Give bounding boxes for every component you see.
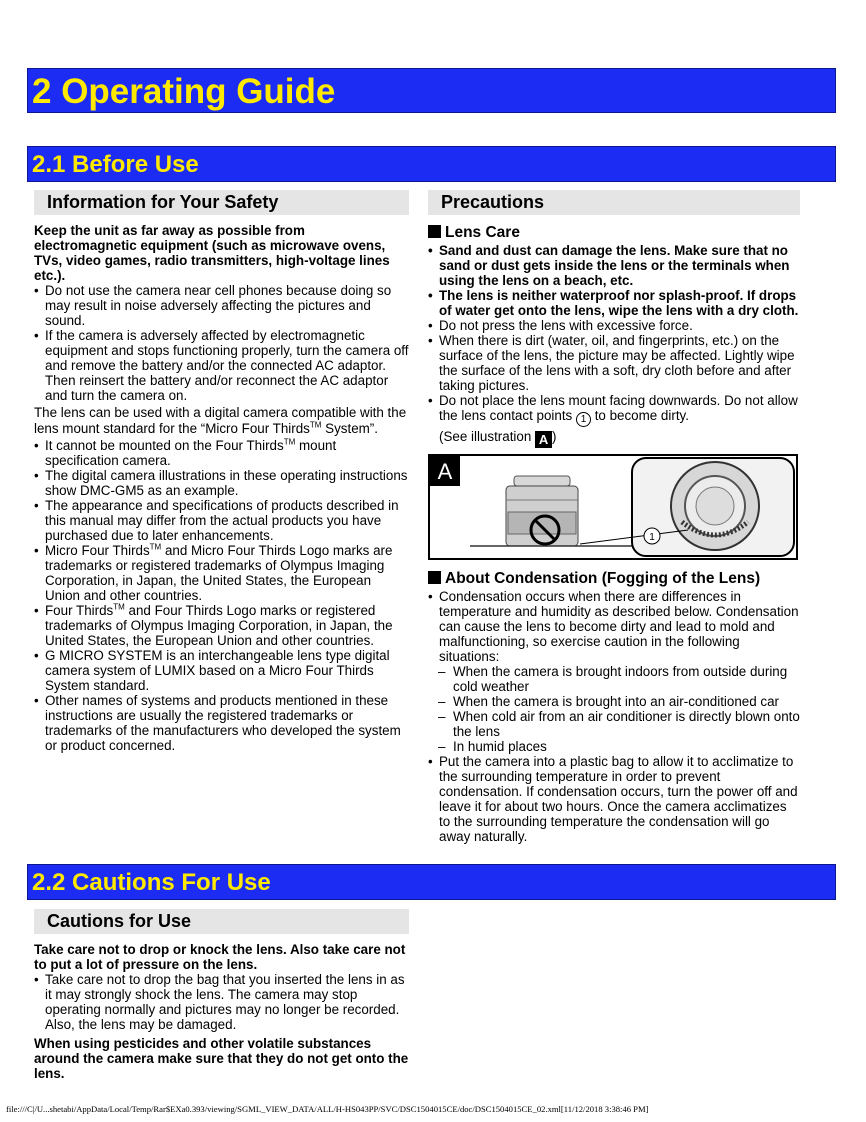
see-illustration — [428, 429, 800, 448]
list-item: • When there is dirt (water, oil, and fingerprints, etc.) on the surface of the lens, the picture may be affected. Lightly wipe the surface of the lens with a soft, dry cloth before and after taking pictures. — [428, 333, 800, 393]
list-item: • Do not press the lens with excessive force. — [428, 318, 800, 333]
drop-list — [34, 972, 409, 1032]
list-item-text: Four Thirds — [45, 603, 114, 618]
illustration-label: A — [437, 459, 453, 484]
lens-compat-note — [34, 405, 409, 437]
cautions-column — [34, 909, 409, 1081]
list-item: • Put the camera into a plastic bag to allow it to acclimatize to the surrounding temperature in order to prevent condensation. If condensation occurs, turn the power off and leave it for about two hours. Once the camera acclimatizes to the surrounding temperature the condensation will go away naturally. — [428, 754, 800, 844]
list-item: • Sand and dust can damage the lens. Make sure that no sand or dust gets inside the lens or the terminals when using the lens on a beach, etc. — [428, 243, 800, 288]
list-item-text: and Four Thirds Logo marks or registered trademarks of Olympus Imaging Corporation, in Japan, the United States, the European Union and other countries. — [45, 603, 393, 648]
square-bullet-icon — [428, 571, 441, 584]
compat-list — [34, 438, 409, 753]
cautions-heading: Cautions for Use — [34, 909, 409, 934]
list-item: • If the camera is adversely affected by electromagnetic equipment and stops functioning properly, turn the camera off and remove the battery and/or the connected AC adaptor. Then reinsert the battery and/or reconnect the AC adaptor and turn the camera on. — [34, 328, 409, 403]
list-item-text: Do not place the lens mount facing downwards. Do not allow the lens contact points — [439, 393, 798, 423]
list-item: • Condensation occurs when there are differences in temperature and humidity as described below. Condensation can cause the lens to become dirty and lead to mold and malfunctioning, so exercise caution in the following situations: — [428, 589, 800, 664]
lens-illustration — [428, 454, 798, 560]
trademark-mark: TM — [283, 437, 296, 447]
condensation-title: About Condensation (Fogging of the Lens) — [445, 570, 761, 587]
see-illustration-close: ) — [552, 429, 557, 444]
list-item — [34, 543, 409, 603]
list-item — [428, 393, 800, 427]
list-item — [34, 603, 409, 648]
list-item: – When cold air from an air conditioner is directly blown onto the lens — [428, 709, 800, 739]
list-item-text: mount specification camera. — [45, 438, 337, 468]
list-item: – When the camera is brought into an air-conditioned car — [428, 694, 800, 709]
list-item: • The lens is neither waterproof nor splash-proof. If drops of water get onto the lens, wipe the lens with a dry cloth. — [428, 288, 800, 318]
section-title-before-use: 2.1 Before Use — [27, 146, 836, 182]
illustration-a-badge: A — [535, 431, 552, 448]
see-illustration-text: (See illustration — [439, 429, 536, 444]
drop-warning: Take care not to drop or knock the lens. Also take care not to put a lot of pressure on the lens. — [34, 942, 406, 972]
safety-column — [34, 190, 409, 753]
lens-mount-illustration — [430, 456, 796, 558]
condensation-tip-list — [428, 754, 800, 844]
condensation-heading — [428, 569, 800, 588]
list-item: • The appearance and specifications of products described in this manual may differ from the actual products you have purchased due to later enhancements. — [34, 498, 409, 543]
list-item: • Do not use the camera near cell phones because doing so may result in noise adversely affecting the pictures and sound. — [34, 283, 409, 328]
safety-heading: Information for Your Safety — [34, 190, 409, 215]
situation-list — [428, 664, 800, 754]
list-item-text: and Micro Four Thirds Logo marks are trademarks or registered trademarks of Olympus Imaging Corporation, in Japan, the United States, the European Union and other countries. — [45, 543, 393, 603]
lens-care-heading — [428, 223, 800, 242]
list-item — [34, 438, 409, 468]
section-title-cautions: 2.2 Cautions For Use — [27, 864, 836, 900]
safety-list — [34, 283, 409, 403]
list-item: • Other names of systems and products mentioned in these instructions are usually the registered trademarks or trademarks of the manufacturers who developed the system or product concerned. — [34, 693, 409, 753]
list-item-text: Micro Four Thirds — [45, 543, 150, 558]
safety-intro: Keep the unit as far away as possible from electromagnetic equipment (such as microwave ovens, TVs, video games, radio transmitters, high-voltage lines etc.). — [34, 223, 390, 283]
page-title: 2 Operating Guide — [27, 68, 836, 113]
list-item-text: It cannot be mounted on the Four Thirds — [45, 438, 284, 453]
list-item-text: to become dirty. — [590, 408, 689, 423]
square-bullet-icon — [428, 225, 441, 238]
file-path-footer: file:///C|/U...shetabi/AppData/Local/Temp/Rar$EXa0.393/viewing/SGML_VIEW_DATA/ALL/H-HS043PP/SVC/DSC1504015CE/doc/DSC1504015CE_02.xml[11/12/2018 3:38:46 PM] — [6, 1104, 649, 1114]
trademark-mark: TM — [309, 420, 322, 430]
precautions-heading: Precautions — [428, 190, 800, 215]
callout-1-icon: 1 — [576, 412, 591, 427]
pesticide-warning: When using pesticides and other volatile substances around the camera make sure that they do not get onto the lens. — [34, 1036, 409, 1081]
condensation-list — [428, 589, 800, 664]
trademark-mark: TM — [113, 602, 125, 612]
lens-care-title: Lens Care — [445, 224, 520, 241]
lens-compat-text: The lens can be used with a digital camera compatible with the lens mount standard for the “Micro Four Thirds — [34, 405, 407, 436]
list-item: – In humid places — [428, 739, 800, 754]
list-item: • The digital camera illustrations in these operating instructions show DMC-GM5 as an example. — [34, 468, 409, 498]
trademark-mark: TM — [149, 542, 162, 552]
lens-compat-text-end: System”. — [321, 421, 378, 436]
lens-care-list — [428, 243, 800, 427]
list-item: • Take care not to drop the bag that you inserted the lens in as it may strongly shock the lens. The camera may stop operating normally and pictures may no longer be recorded. Also, the lens may be damaged. — [34, 972, 409, 1032]
precautions-column — [428, 190, 800, 844]
list-item: – When the camera is brought indoors from outside during cold weather — [428, 664, 800, 694]
list-item: • G MICRO SYSTEM is an interchangeable lens type digital camera system of LUMIX based on a Micro Four Thirds System standard. — [34, 648, 409, 693]
callout-1-label: 1 — [649, 532, 655, 543]
